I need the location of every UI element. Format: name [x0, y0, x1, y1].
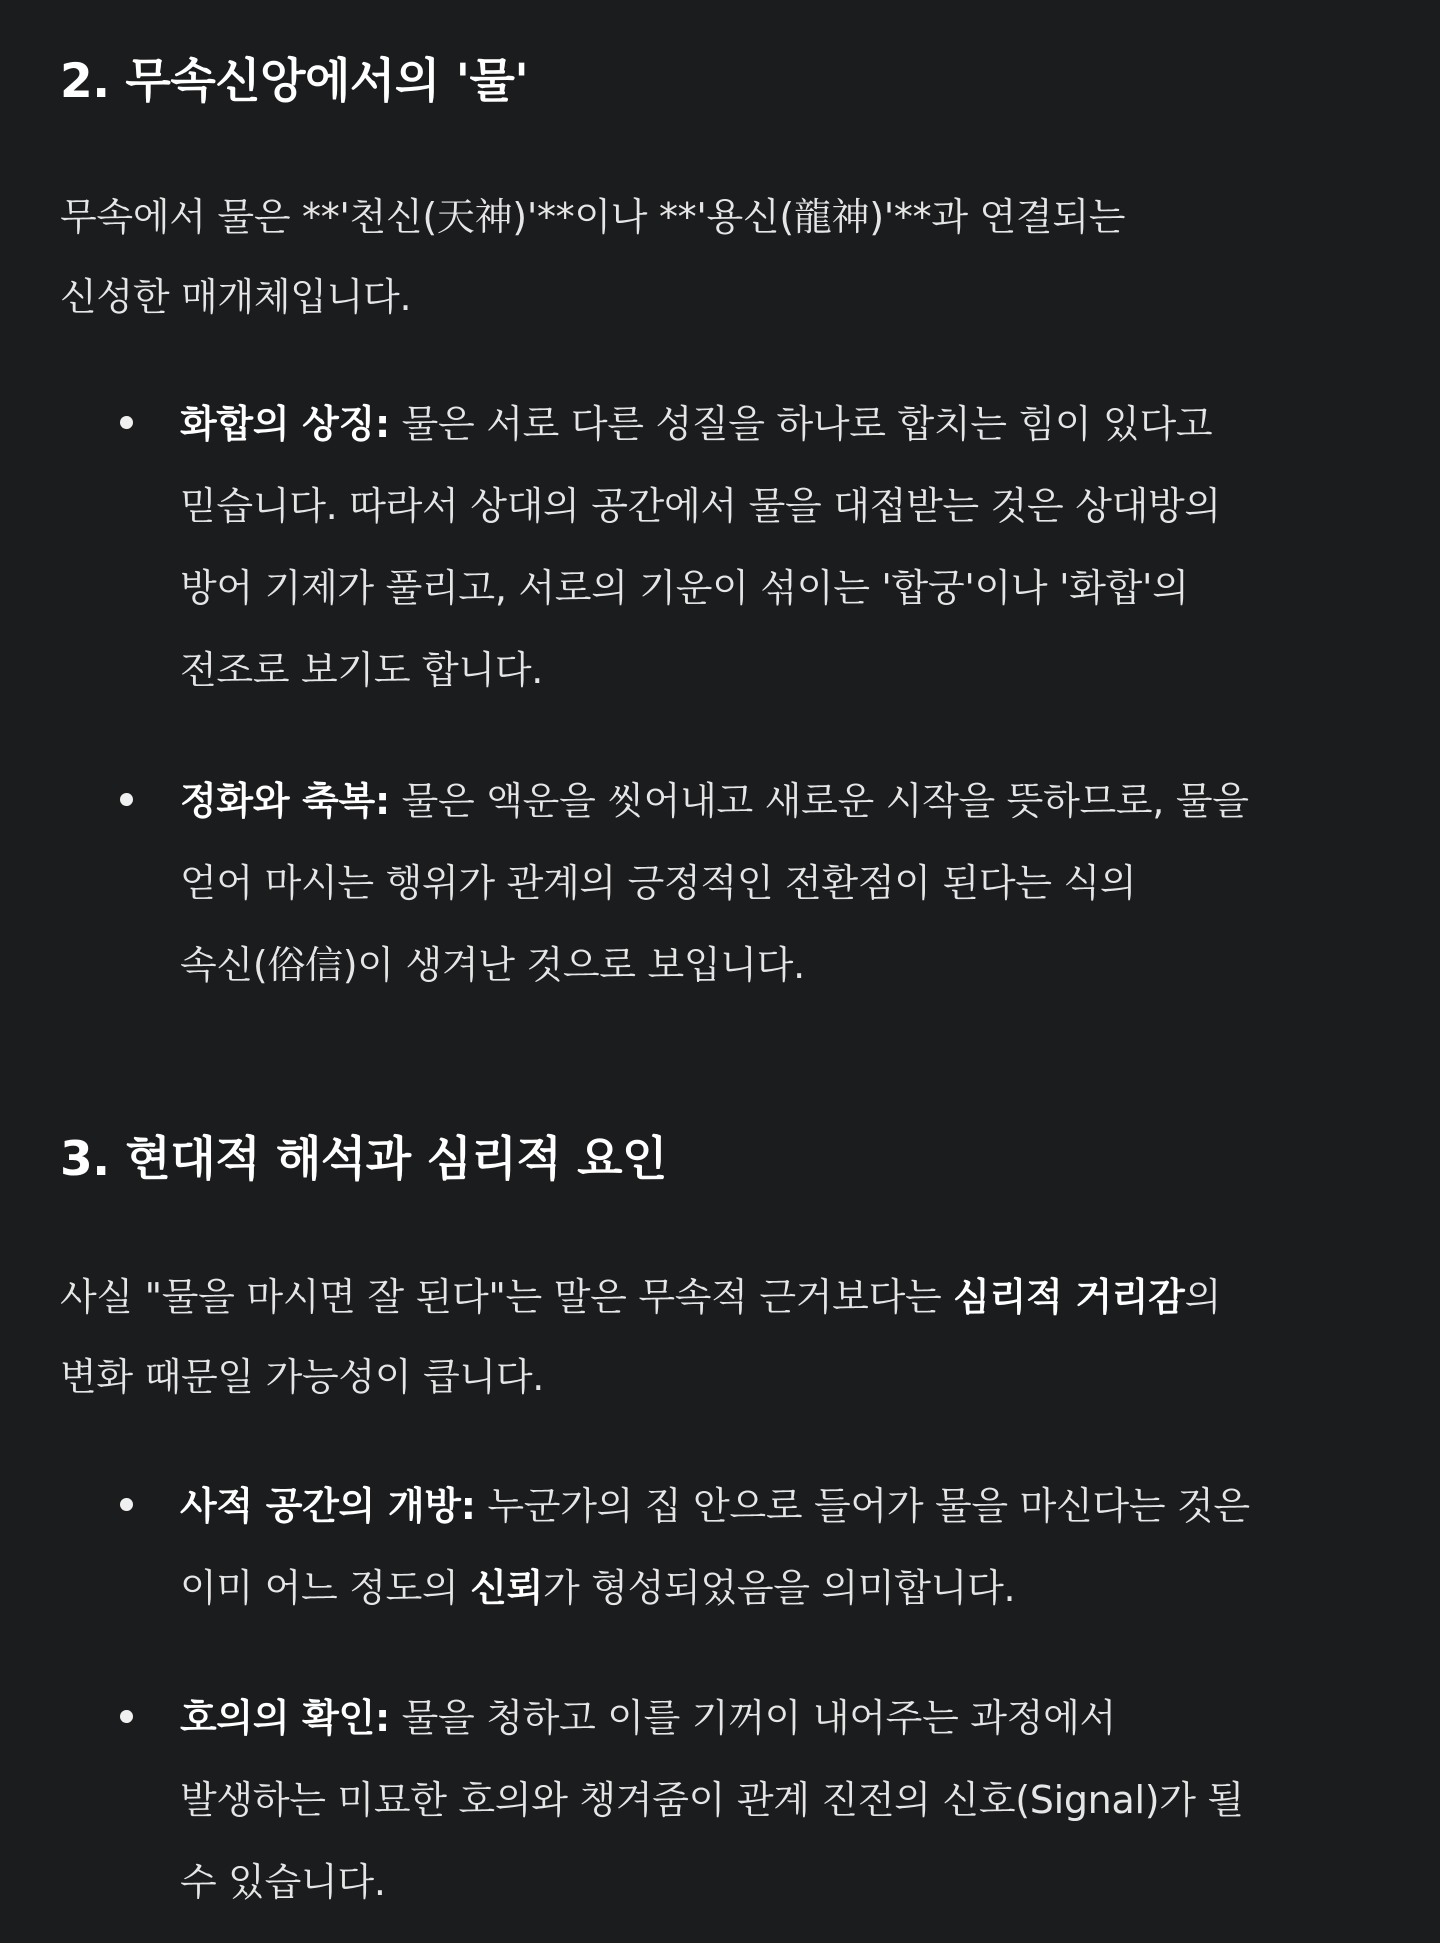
bullet-line-text: 물은 서로 다른 성질을 하나로 합치는 힘이 있다고 — [389, 402, 1213, 446]
bullet-icon — [120, 416, 133, 429]
bullet-label: 화합의 상징: — [180, 402, 390, 446]
bullet-label: 호의의 확인: — [180, 1696, 390, 1740]
bullet-line-text: 누군가의 집 안으로 들어가 물을 마신다는 것은 — [475, 1484, 1250, 1528]
bullet-icon — [120, 1710, 133, 1723]
bullet-line — [180, 1465, 1380, 1547]
bullet-text — [180, 383, 1380, 711]
bullet-line — [180, 1677, 1380, 1759]
bullet-line: 믿습니다. 따라서 상대의 공간에서 물을 대접받는 것은 상대방의 — [180, 484, 1221, 528]
intro-line: 변화 때문일 가능성이 큽니다. — [60, 1355, 545, 1399]
bullet-line-text: 이미 어느 정도의 — [180, 1566, 471, 1610]
bullet-icon — [120, 1498, 133, 1511]
intro-line: 무속에서 물은 **'천신(天神)'**이나 **'용신(龍神)'**과 연결되는 — [60, 195, 1126, 239]
bullet-line: 속신(俗信)이 생겨난 것으로 보입니다. — [180, 943, 805, 987]
section-2-heading: 2. 무속신앙에서의 '물' — [60, 54, 529, 109]
bullet-line-text: 가 형성되었음을 의미합니다. — [543, 1566, 1016, 1610]
intro-emphasis: 심리적 거리감 — [953, 1275, 1185, 1319]
bullet-icon — [120, 793, 133, 806]
bullet-line: 얻어 마시는 행위가 관계의 긍정적인 전환점이 된다는 식의 — [180, 861, 1137, 905]
bullet-line: 방어 기제가 풀리고, 서로의 기운이 섞이는 '합궁'이나 '화합'의 — [180, 566, 1189, 610]
bullet-text — [180, 1677, 1380, 1923]
bullet-line-text: 물은 액운을 씻어내고 새로운 시작을 뜻하므로, 물을 — [389, 779, 1249, 823]
bullet-line — [180, 1547, 1380, 1629]
intro-line: 신성한 매개체입니다. — [60, 275, 412, 319]
intro-text: 사실 "물을 마시면 잘 된다"는 말은 무속적 근거보다는 — [60, 1275, 954, 1319]
bullet-line-text: 물을 청하고 이를 기꺼이 내어주는 과정에서 — [389, 1696, 1116, 1740]
bullet-label: 사적 공간의 개방: — [180, 1484, 476, 1528]
bullet-label: 정화와 축복: — [180, 779, 390, 823]
bullet-line: 전조로 보기도 합니다. — [180, 648, 544, 692]
bullet-text — [180, 1465, 1380, 1629]
bullet-line — [180, 383, 1380, 465]
bullet-line: 수 있습니다. — [180, 1860, 386, 1904]
bullet-text — [180, 760, 1380, 1006]
intro-text: 의 — [1184, 1275, 1221, 1319]
bullet-line — [180, 760, 1380, 842]
section-3-heading: 3. 현대적 해석과 심리적 요인 — [60, 1132, 667, 1187]
section-2-intro — [60, 176, 1360, 338]
section-3-intro — [60, 1256, 1360, 1418]
intro-line — [60, 1256, 1360, 1338]
bullet-emphasis: 신뢰 — [470, 1566, 544, 1610]
bullet-line: 발생하는 미묘한 호의와 챙겨줌이 관계 진전의 신호(Signal)가 될 — [180, 1778, 1244, 1822]
